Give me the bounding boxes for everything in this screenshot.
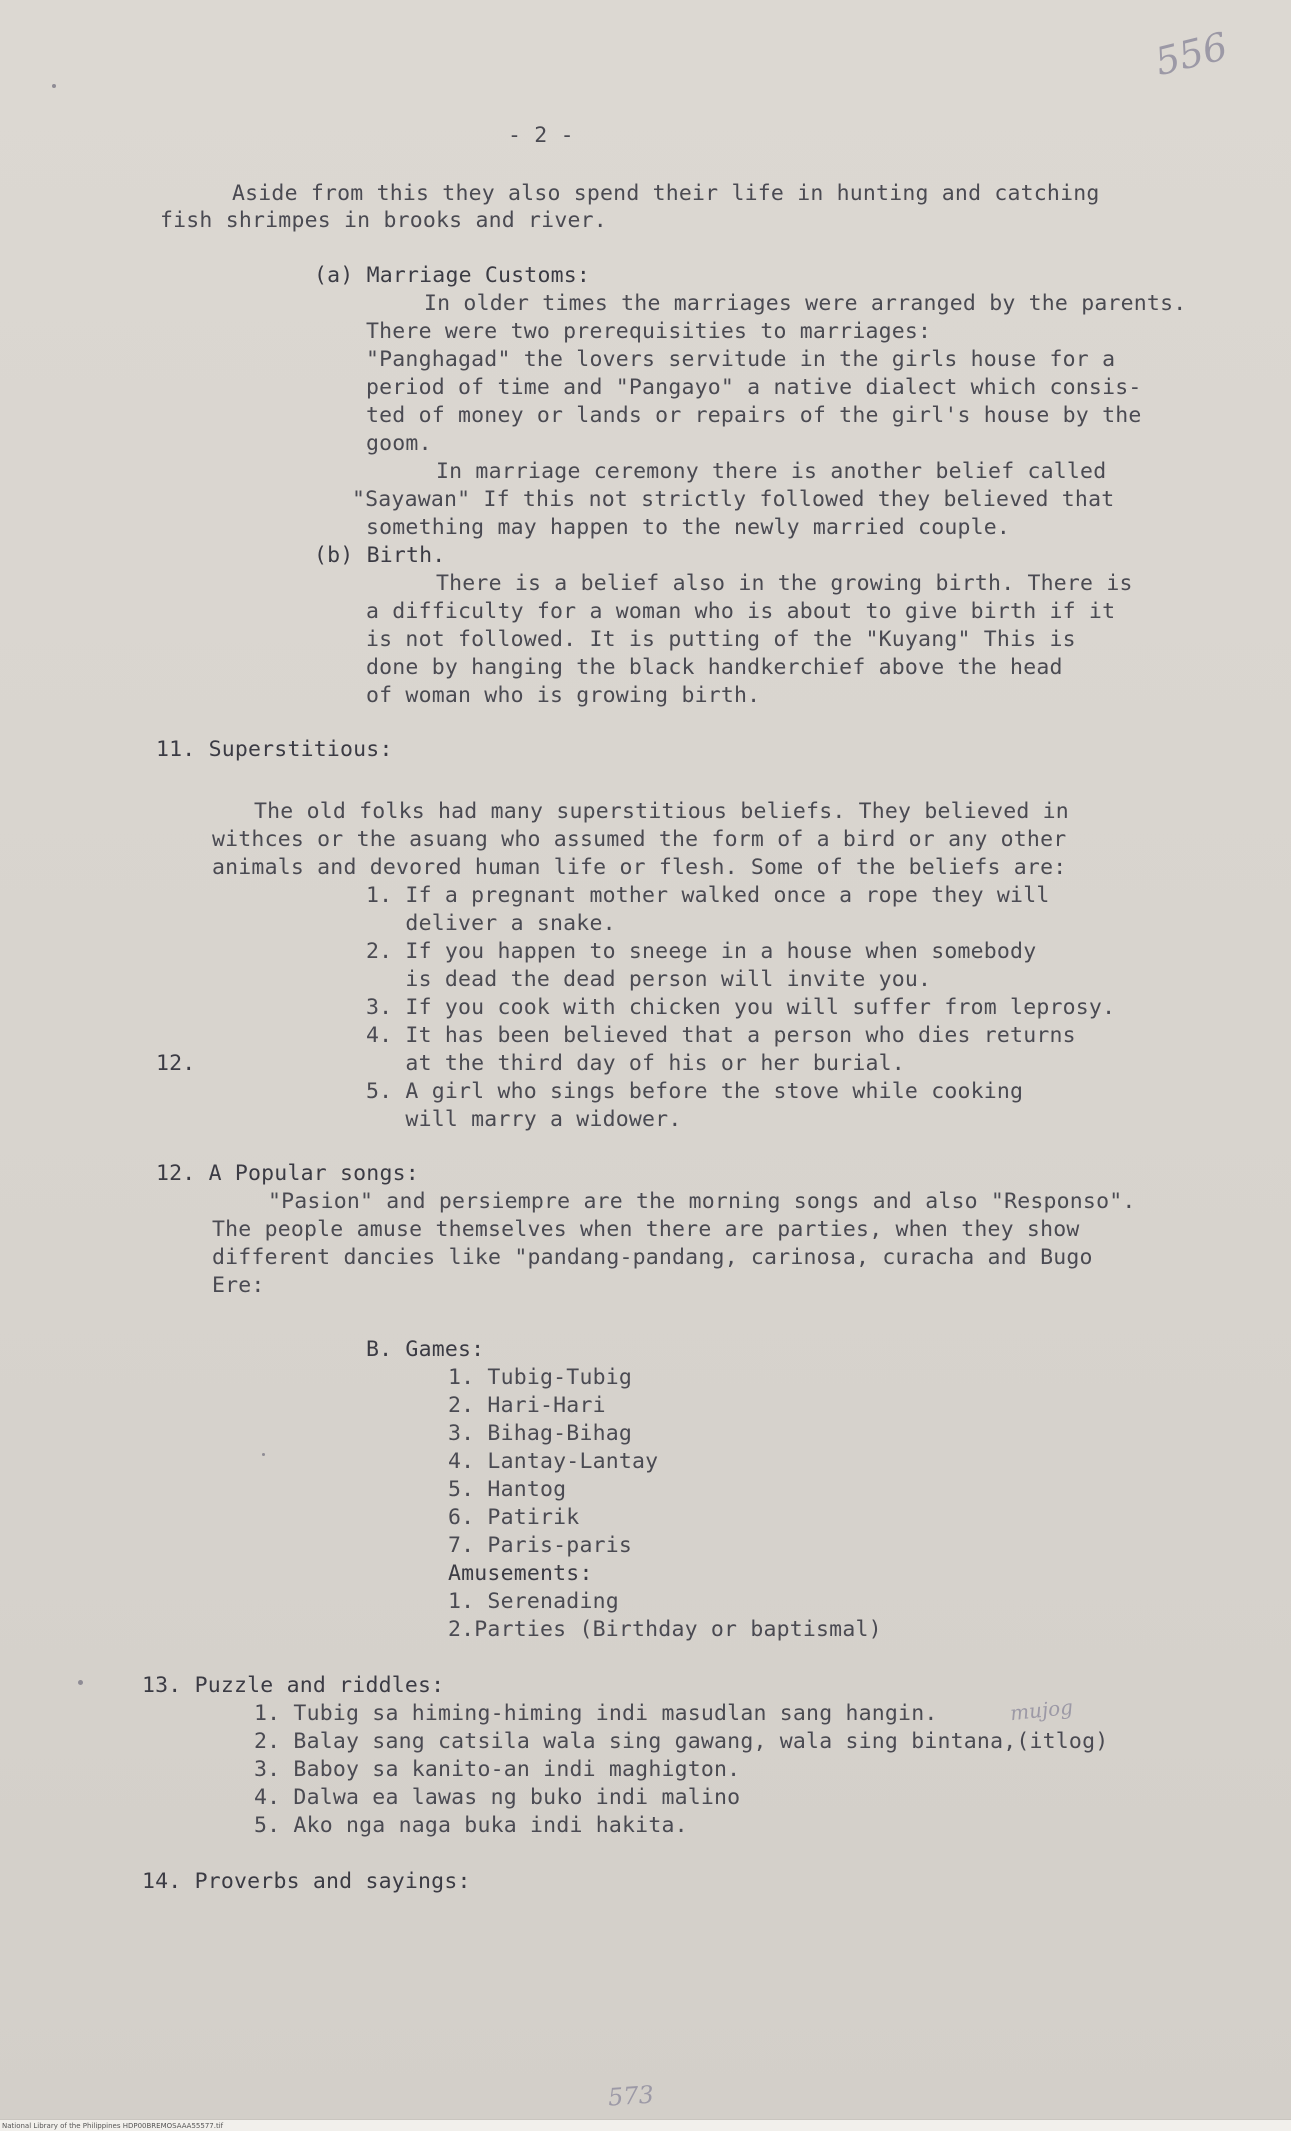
handwritten-page-number: 556 bbox=[1150, 23, 1232, 85]
game-item: 7. Paris-paris bbox=[448, 1533, 633, 1558]
superstitious-intro-line: animals and devored human life or flesh. Some of the beliefs are: bbox=[212, 855, 1067, 880]
songs-line: different dancies like "pandang-pandang, carinosa, curacha and Bugo bbox=[212, 1245, 1093, 1270]
songs-line: "Pasion" and persiempre are the morning songs and also "Responso". bbox=[268, 1189, 1136, 1214]
riddles-heading: 13. Puzzle and riddles: bbox=[142, 1673, 445, 1698]
riddle-item: 1. Tubig sa himing-himing indi masudlan sang hangin. bbox=[254, 1701, 938, 1726]
birth-line: There is a belief also in the growing birth. There is bbox=[436, 571, 1133, 596]
superstitious-intro-line: The old folks had many superstitious beliefs. They believed in bbox=[254, 799, 1069, 824]
belief-line: 1. If a pregnant mother walked once a rope they will bbox=[366, 883, 1050, 908]
page-number: - 2 - bbox=[508, 123, 574, 148]
margin-number: 12. bbox=[156, 1051, 196, 1076]
marriage-line: In older times the marriages were arranged by the parents. bbox=[424, 291, 1187, 316]
songs-line: Ere: bbox=[212, 1273, 265, 1298]
belief-line: is dead the dead person will invite you. bbox=[366, 967, 932, 992]
belief-line: at the third day of his or her burial. bbox=[366, 1051, 905, 1076]
paper-speck bbox=[262, 1453, 265, 1456]
riddle-item: 3. Baboy sa kanito-an indi maghigton. bbox=[254, 1757, 741, 1782]
birth-line: done by hanging the black handkerchief above the head bbox=[366, 655, 1063, 680]
amusement-item: 2.Parties (Birthday or baptismal) bbox=[448, 1617, 882, 1642]
birth-heading: (b) Birth. bbox=[314, 543, 446, 568]
belief-line: 3. If you cook with chicken you will suffer from leprosy. bbox=[366, 995, 1116, 1020]
game-item: 1. Tubig-Tubig bbox=[448, 1365, 633, 1390]
marriage-line: goom. bbox=[366, 431, 432, 456]
riddle-item: 4. Dalwa ea lawas ng buko indi malino bbox=[254, 1785, 741, 1810]
game-item: 4. Lantay-Lantay bbox=[448, 1449, 659, 1474]
songs-heading: 12. A Popular songs: bbox=[156, 1161, 419, 1186]
belief-line: deliver a snake. bbox=[366, 911, 616, 936]
birth-line: is not followed. It is putting of the "Kuyang" This is bbox=[366, 627, 1076, 652]
game-item: 2. Hari-Hari bbox=[448, 1393, 606, 1418]
game-item: 3. Bihag-Bihag bbox=[448, 1421, 633, 1446]
marriage-line: "Panghagad" the lovers servitude in the girls house for a bbox=[366, 347, 1116, 372]
marriage-line: something may happen to the newly married couple. bbox=[366, 515, 1011, 540]
songs-line: The people amuse themselves when there are parties, when they show bbox=[212, 1217, 1080, 1242]
games-heading: B. Games: bbox=[366, 1337, 485, 1362]
marriage-line: In marriage ceremony there is another belief called bbox=[436, 459, 1107, 484]
marriage-line: period of time and "Pangayo" a native dialect which consis- bbox=[366, 375, 1142, 400]
intro-line: fish shrimpes in brooks and river. bbox=[160, 208, 607, 233]
belief-line: will marry a widower. bbox=[366, 1107, 682, 1132]
paper-speck bbox=[52, 84, 56, 88]
superstitious-intro-line: withces or the asuang who assumed the form of a bird or any other bbox=[212, 827, 1067, 852]
marriage-line: ted of money or lands or repairs of the girl's house by the bbox=[366, 403, 1142, 428]
game-item: 6. Patirik bbox=[448, 1505, 580, 1530]
belief-line: 2. If you happen to sneege in a house when somebody bbox=[366, 939, 1037, 964]
belief-line: 5. A girl who sings before the stove while cooking bbox=[366, 1079, 1024, 1104]
amusement-item: 1. Serenading bbox=[448, 1589, 619, 1614]
handwritten-bottom-number: 573 bbox=[607, 2080, 655, 2112]
marriage-heading: (a) Marriage Customs: bbox=[314, 263, 591, 288]
handwritten-margin-note: mujog bbox=[1008, 1694, 1074, 1726]
marriage-line: There were two prerequisities to marriages: bbox=[366, 319, 932, 344]
game-item: 5. Hantog bbox=[448, 1477, 567, 1502]
scan-footer: National Library of the Philippines HDP00BREMOSAAA55577.tif bbox=[0, 2119, 1291, 2131]
paper-speck bbox=[78, 1680, 83, 1685]
riddle-item: 2. Balay sang catsila wala sing gawang, wala sing bintana,(itlog) bbox=[254, 1729, 1109, 1754]
proverbs-heading: 14. Proverbs and sayings: bbox=[142, 1869, 471, 1894]
riddle-item: 5. Ako nga naga buka indi hakita. bbox=[254, 1813, 688, 1838]
superstitious-heading: 11. Superstitious: bbox=[156, 737, 393, 762]
birth-line: of woman who is growing birth. bbox=[366, 683, 761, 708]
birth-line: a difficulty for a woman who is about to give birth if it bbox=[366, 599, 1116, 624]
marriage-line: "Sayawan" If this not strictly followed they believed that bbox=[352, 487, 1115, 512]
intro-line: Aside from this they also spend their life in hunting and catching bbox=[232, 181, 1100, 206]
amusements-heading: Amusements: bbox=[448, 1561, 593, 1586]
belief-line: 4. It has been believed that a person who dies returns bbox=[366, 1023, 1076, 1048]
